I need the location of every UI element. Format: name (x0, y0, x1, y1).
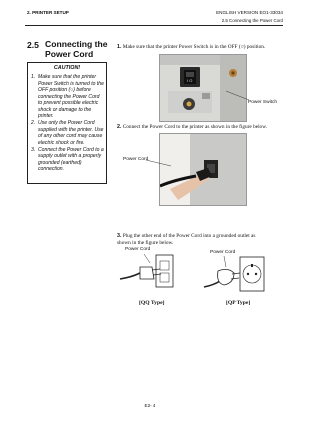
caution-item-text: Use only the Power Cord supplied with the printer. Use of any other cord may cause electric shock or fire. (38, 120, 104, 146)
power-cord-callout-1: Power Cord (123, 157, 149, 162)
caution-item (31, 147, 105, 173)
caution-item-text: Make sure that the printer Power Switch is turned to the OFF position (○) before connecting the Power Cord to prevent possible electric shock or damage to the printer. (38, 74, 104, 119)
chapter-header: 2. PRINTER SETUP (27, 10, 69, 15)
caution-box (27, 62, 107, 184)
power-cord-leader-line-1 (145, 158, 173, 168)
caution-item-text: Connect the Power Cord to a supply outlet with a properly grounded (earthed) connection. (38, 146, 104, 172)
section-reference: 2.5 Connecting the Power Cord (221, 18, 283, 23)
page-number: E2- 4 (144, 403, 156, 408)
step-3 (117, 233, 267, 247)
step-text: Make sure that the printer Power Switch is in the OFF (○) position. (122, 44, 266, 50)
svg-text:I O: I O (187, 78, 193, 83)
printer-rear-illustration (160, 55, 246, 121)
qq-type-caption: [QQ Type] (139, 300, 165, 306)
caution-item (31, 120, 105, 146)
caution-heading: CAUTION! (53, 65, 81, 71)
step-text: Plug the other end of the Power Cord into a grounded outlet as shown in the figure below. (117, 233, 256, 246)
power-switch-photo (159, 54, 247, 122)
step-number: 3. (117, 233, 122, 239)
caution-item-number: 2. (31, 120, 36, 126)
step-1 (117, 44, 277, 51)
section-title: Connecting the Power Cord (45, 39, 108, 59)
step-number: 2. (117, 124, 122, 130)
step-number: 1. (117, 44, 122, 50)
caution-item (31, 74, 105, 120)
power-switch-callout: Power Switch (248, 100, 278, 105)
section-number: 2.5 (27, 40, 39, 50)
cord-connection-photo (159, 133, 247, 206)
caution-item-number: 1. (31, 74, 36, 80)
caution-list (31, 74, 105, 173)
power-cord-callout-qp: Power Cord (210, 250, 236, 255)
step-text: Connect the Power Cord to the printer as shown in the figure below. (122, 124, 268, 130)
qp-type-caption: [QP Type] (226, 300, 251, 306)
caution-item-number: 3. (31, 146, 36, 153)
header-rule (25, 25, 283, 26)
power-cord-callout-qq: Power Cord (125, 247, 151, 252)
qq-plug-drawing (118, 253, 176, 297)
version-header: ENGLISH VERSION EO1-33034 (216, 10, 283, 15)
qp-plug-drawing (202, 255, 266, 299)
cord-connection-illustration (160, 134, 246, 205)
step-2 (117, 124, 277, 131)
